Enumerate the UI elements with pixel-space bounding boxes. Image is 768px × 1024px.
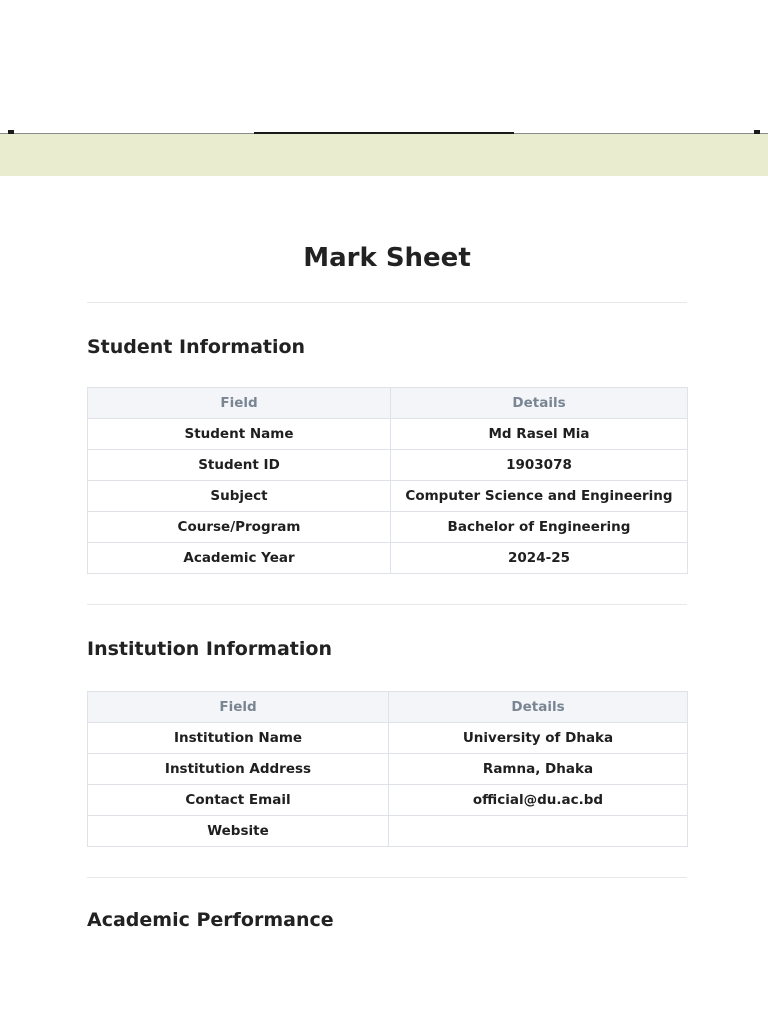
details-cell: 2024-25 — [391, 543, 688, 574]
field-cell: Student Name — [88, 419, 391, 450]
header-band — [0, 134, 768, 176]
student-information-table — [87, 387, 688, 574]
table-row — [88, 481, 688, 512]
page-title: Mark Sheet — [303, 243, 471, 273]
table-row — [88, 785, 688, 816]
column-header-field: Field — [88, 692, 389, 723]
field-cell: Academic Year — [88, 543, 391, 574]
details-cell: Ramna, Dhaka — [389, 754, 688, 785]
column-header-details: Details — [391, 388, 688, 419]
table-row — [88, 723, 688, 754]
field-cell: Website — [88, 816, 389, 847]
table-header-row — [88, 692, 688, 723]
table-header-row — [88, 388, 688, 419]
institution-information-heading: Institution Information — [87, 638, 332, 660]
column-header-field: Field — [88, 388, 391, 419]
table-row — [88, 754, 688, 785]
details-cell: University of Dhaka — [389, 723, 688, 754]
field-cell: Contact Email — [88, 785, 389, 816]
details-cell: Bachelor of Engineering — [391, 512, 688, 543]
table-row — [88, 512, 688, 543]
academic-performance-heading: Academic Performance — [87, 909, 334, 931]
student-information-heading: Student Information — [87, 336, 306, 358]
table-row — [88, 450, 688, 481]
field-cell: Student ID — [88, 450, 391, 481]
institution-information-table — [87, 691, 688, 847]
details-cell: Computer Science and Engineering — [391, 481, 688, 512]
field-cell: Subject — [88, 481, 391, 512]
details-cell: 1903078 — [391, 450, 688, 481]
details-cell — [389, 816, 688, 847]
document-body — [87, 236, 687, 932]
table-row — [88, 816, 688, 847]
field-cell: Institution Address — [88, 754, 389, 785]
table-row — [88, 419, 688, 450]
field-cell: Course/Program — [88, 512, 391, 543]
details-cell: official@du.ac.bd — [389, 785, 688, 816]
table-row — [88, 543, 688, 574]
column-header-details: Details — [389, 692, 688, 723]
field-cell: Institution Name — [88, 723, 389, 754]
details-cell: Md Rasel Mia — [391, 419, 688, 450]
